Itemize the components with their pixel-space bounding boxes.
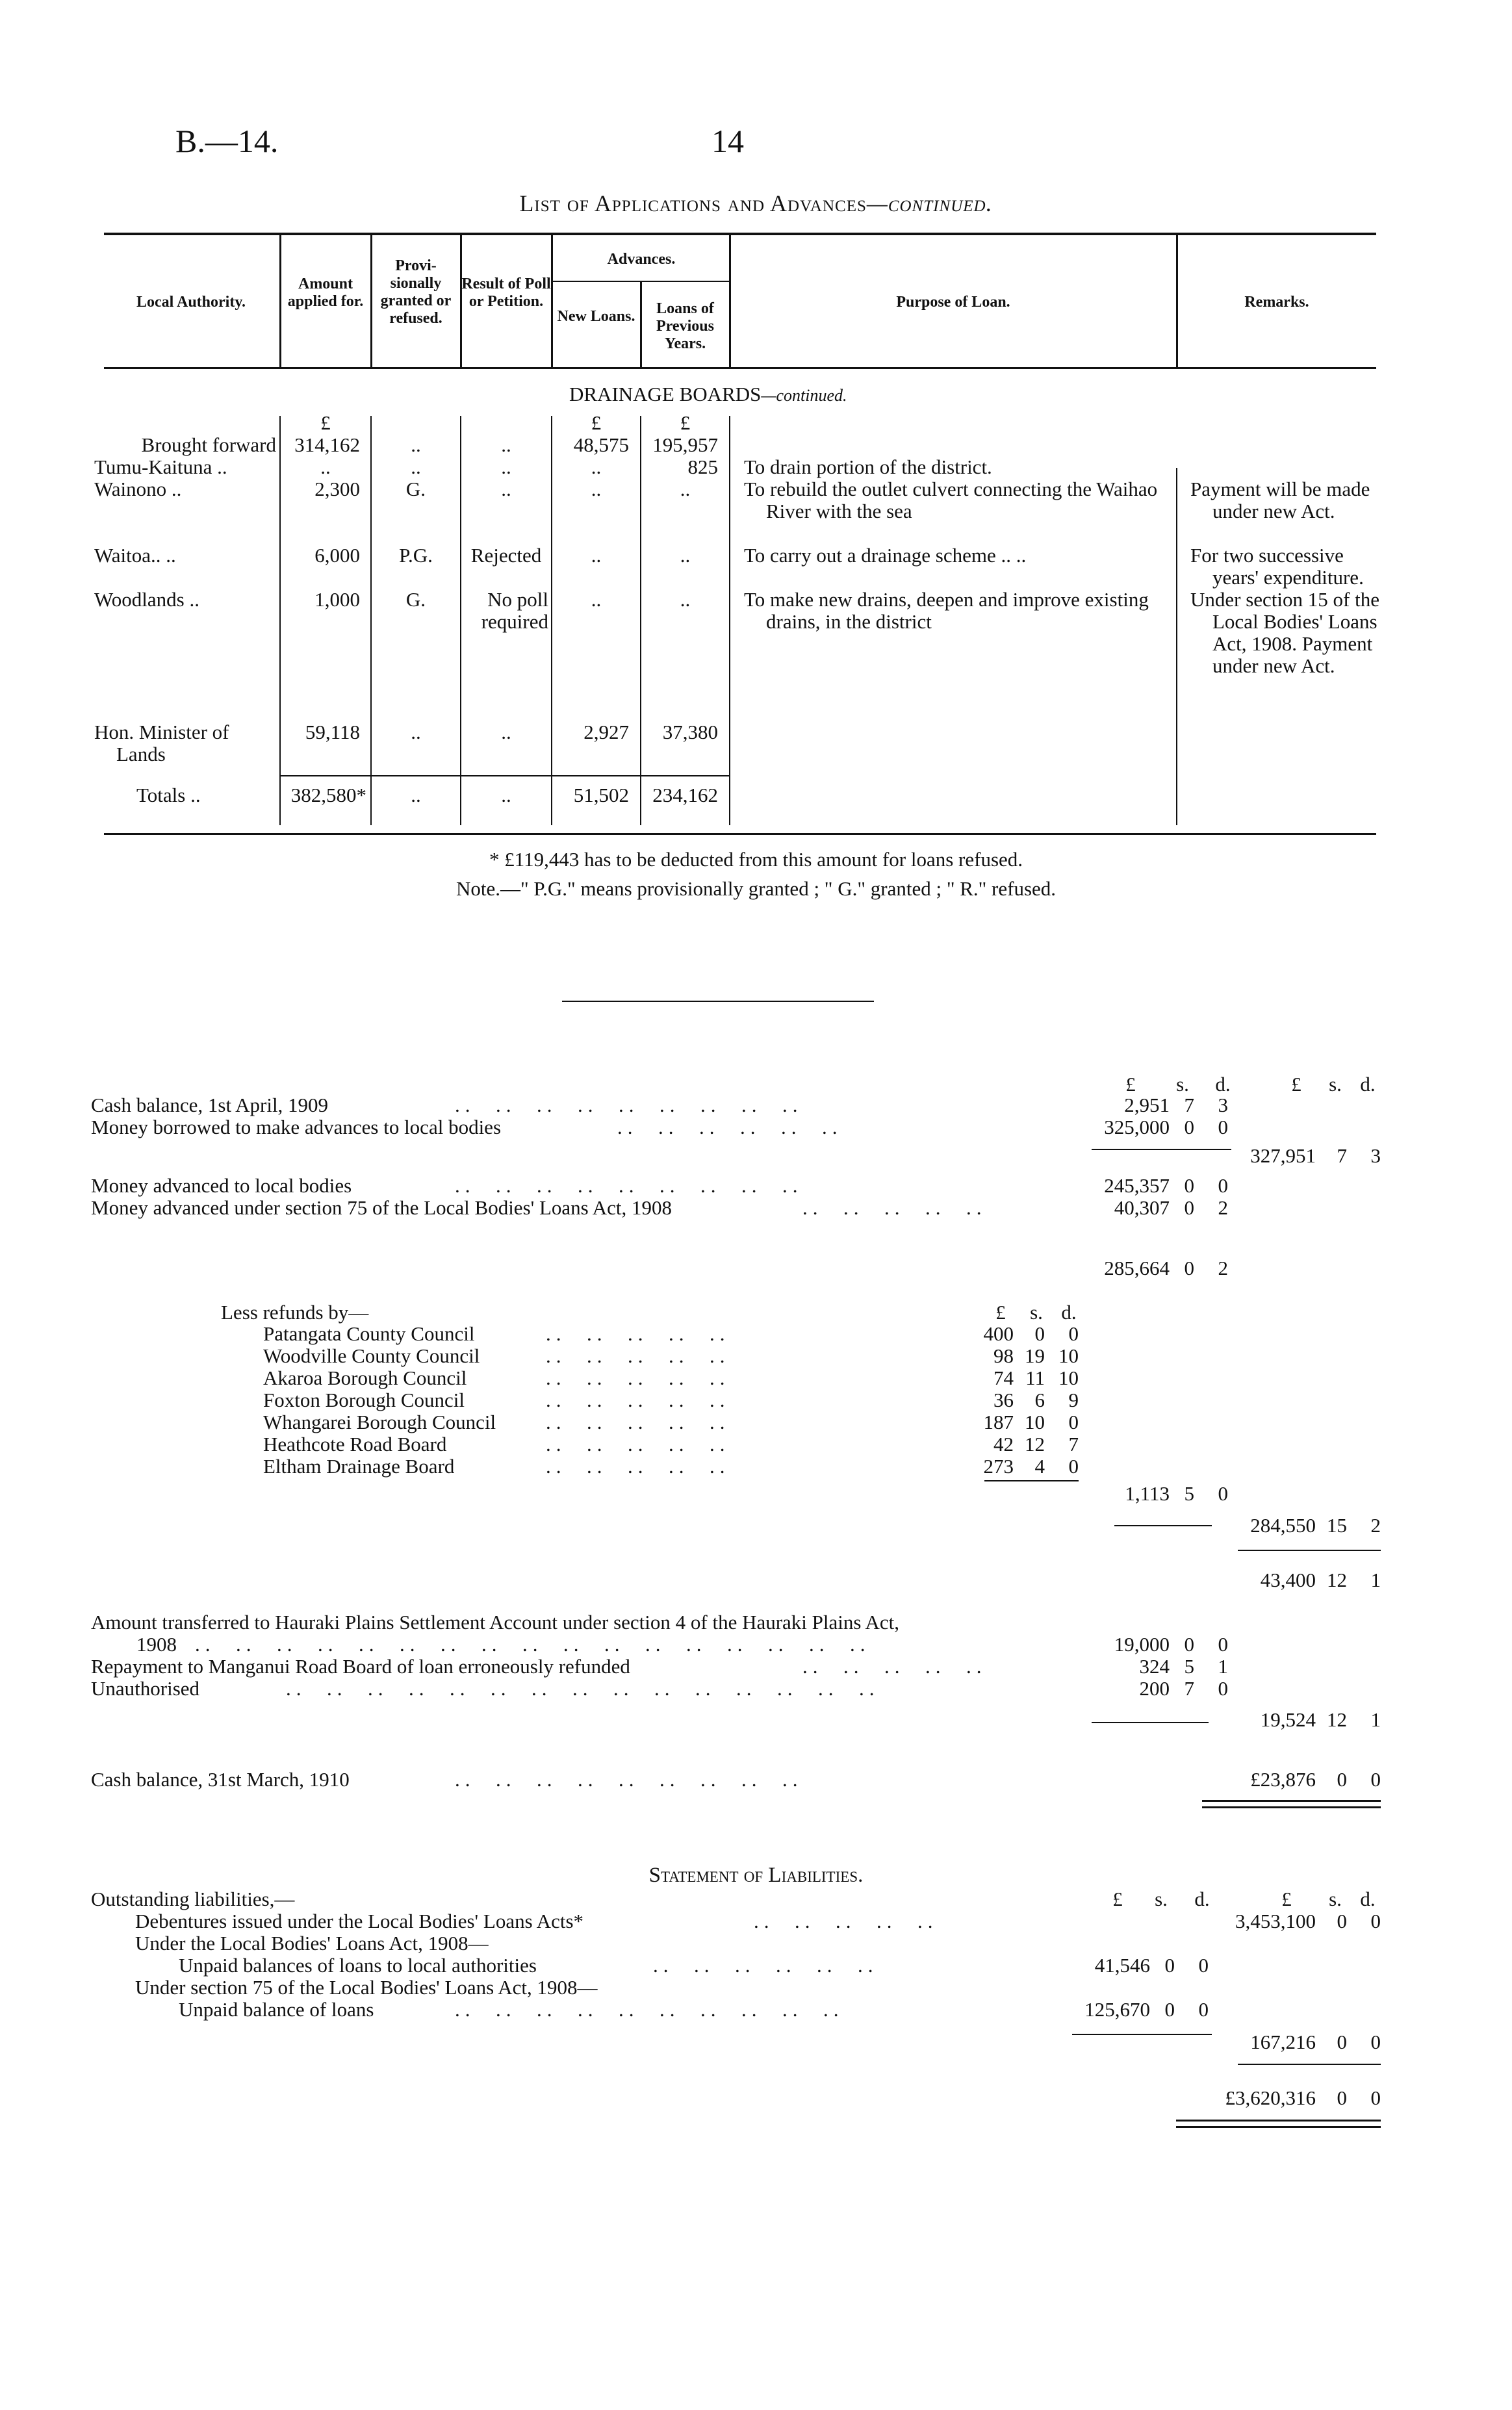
unpaid-local-pence: 0 <box>1198 1954 1209 1977</box>
unpaid-local-shillings: 0 <box>1164 1954 1175 1977</box>
col-header-remarks: Remarks. <box>1244 294 1309 311</box>
row-prov: .. <box>411 721 421 743</box>
table-header-rule <box>104 367 1376 369</box>
row-previous-loans: 195,957 <box>652 433 718 456</box>
note: Note.—" P.G." means provisionally granted ; " G." granted ; " R." refused. <box>455 877 1057 900</box>
col-header-provisionally: Provi-sionally granted or refused. <box>380 257 452 327</box>
under-s75-label: Under section 75 of the Local Bodies' Loans Act, 1908— <box>135 1976 598 1999</box>
sum-rule <box>1092 1722 1209 1723</box>
refund-pounds: 74 <box>993 1366 1014 1389</box>
row-prov: G. <box>405 588 426 611</box>
totals-label: Totals .. <box>136 784 201 806</box>
col-head-pence: d. <box>1360 1073 1376 1096</box>
row-amount: .. <box>320 455 331 478</box>
leader-dots: .. .. .. .. .. <box>546 1455 730 1478</box>
subtotal-pounds: 327,951 <box>1250 1144 1316 1167</box>
double-rule <box>1202 1800 1381 1802</box>
amount-shillings: 0 <box>1184 1196 1194 1219</box>
amount-shillings: 0 <box>1184 1174 1194 1197</box>
row-previous-loans: .. <box>680 478 691 500</box>
refund-shillings: 10 <box>1025 1411 1045 1433</box>
row-authority: Hon. Minister of Lands <box>94 721 229 765</box>
double-rule <box>1202 1806 1381 1808</box>
section-label: DRAINAGE BOARDS—continued. <box>569 383 847 405</box>
refund-pence: 10 <box>1058 1366 1079 1389</box>
col-head-pounds: £ <box>1281 1888 1292 1910</box>
remaining-pence: 1 <box>1370 1569 1381 1591</box>
refund-shillings: 6 <box>1034 1389 1045 1411</box>
pound-sign: £ <box>320 411 331 434</box>
leader-dots: .. .. .. .. .. .. .. .. .. <box>455 1768 803 1791</box>
refund-pounds: 36 <box>993 1389 1014 1411</box>
table-title: List of Applications and Advances—continued. <box>519 190 993 216</box>
refund-name: Akaroa Borough Council <box>263 1366 467 1389</box>
row-new-loans: 48,575 <box>573 433 629 456</box>
refund-pence: 0 <box>1068 1455 1079 1478</box>
refund-pounds: 400 <box>983 1322 1014 1345</box>
row-result: .. <box>501 721 511 743</box>
liabilities-subtotal-pounds: 167,216 <box>1250 2031 1316 2053</box>
amount-pence: 0 <box>1218 1633 1228 1656</box>
leader-dots: .. .. .. .. .. <box>546 1366 730 1389</box>
closing-balance-pence: 0 <box>1370 1768 1381 1791</box>
footnote: * £119,443 has to be deducted from this amount for loans refused. <box>489 848 1023 871</box>
refund-pence: 0 <box>1068 1411 1079 1433</box>
debentures-pounds: 3,453,100 <box>1235 1910 1316 1932</box>
row-result: No poll required <box>481 588 548 633</box>
sum-rule <box>1238 1550 1381 1551</box>
refund-shillings: 4 <box>1034 1455 1045 1478</box>
closing-balance-label: Cash balance, 31st March, 1910 <box>91 1768 350 1791</box>
leader-dots: .. .. .. .. .. .. .. .. .. .. .. .. .. .. .. .. .. <box>195 1633 871 1656</box>
row-previous-loans: .. <box>680 588 691 611</box>
amount-pence: 3 <box>1218 1094 1228 1116</box>
sum-rule <box>1114 1525 1212 1526</box>
sum-rule <box>1072 2034 1212 2035</box>
leader-dots: .. .. .. .. .. .. .. .. .. .. <box>455 1998 844 2021</box>
row-amount: 2,300 <box>314 478 360 500</box>
debentures-shillings: 0 <box>1337 1910 1347 1932</box>
table-top-rule <box>104 233 1376 235</box>
row-remarks: Under section 15 of the Local Bodies' Loans Act, 1908. Payment under new Act. <box>1190 588 1379 677</box>
remaining-pounds: 43,400 <box>1260 1569 1316 1591</box>
pound-sign: £ <box>591 411 602 434</box>
net-advanced-pence: 2 <box>1370 1514 1381 1537</box>
cash-line-label: Money advanced to local bodies <box>91 1174 352 1197</box>
row-authority: Woodlands .. <box>94 588 199 611</box>
leader-dots: .. .. .. .. .. .. <box>617 1116 843 1138</box>
row-amount: 1,000 <box>314 588 360 611</box>
row-new-loans: .. <box>591 455 602 478</box>
col-head-pence: d. <box>1215 1073 1231 1096</box>
col-head-pounds: £ <box>1125 1073 1136 1096</box>
row-new-loans: .. <box>591 588 602 611</box>
unpaid-local-label: Unpaid balances of loans to local authorities <box>179 1954 537 1977</box>
refund-name: Woodville County Council <box>263 1344 480 1367</box>
amount-pence: 2 <box>1218 1196 1228 1219</box>
row-result: .. <box>501 433 511 456</box>
row-amount: 314,162 <box>294 433 360 456</box>
refund-pence: 9 <box>1068 1389 1079 1411</box>
amount-pence: 0 <box>1218 1677 1228 1700</box>
row-authority: Wainono .. <box>94 478 182 500</box>
leader-dots: .. .. .. .. .. <box>546 1389 730 1411</box>
sum-rule <box>1238 2064 1381 2065</box>
refunds-total-pence: 0 <box>1218 1482 1228 1505</box>
transfers-total-shillings: 12 <box>1327 1708 1347 1731</box>
row-result: .. <box>501 455 511 478</box>
amount-pounds: 2,951 <box>1124 1094 1170 1116</box>
col-head-shillings: s. <box>1329 1073 1342 1096</box>
totals-result: .. <box>501 784 511 806</box>
refund-pounds: 42 <box>993 1433 1014 1455</box>
totals-rule <box>281 775 730 776</box>
refunds-label: Less refunds by— <box>221 1301 369 1324</box>
refund-pounds: 273 <box>983 1455 1014 1478</box>
row-prov: P.G. <box>399 544 433 567</box>
col-header-purpose: Purpose of Loan. <box>896 294 1010 311</box>
amount-pounds: 200 <box>1139 1677 1170 1700</box>
transfer-label: Unauthorised <box>91 1677 200 1700</box>
amount-shillings: 5 <box>1184 1655 1194 1678</box>
liabilities-title: Statement of Liabilities. <box>648 1864 864 1887</box>
refunds-total-shillings: 5 <box>1184 1482 1194 1505</box>
cash-line-label: Cash balance, 1st April, 1909 <box>91 1094 329 1116</box>
col-header-amount-applied: Amount applied for. <box>287 276 364 310</box>
amount-pence: 0 <box>1218 1116 1228 1138</box>
col-header-result: Result of Poll or Petition. <box>461 276 551 310</box>
leader-dots: .. .. .. .. .. <box>802 1196 987 1219</box>
col-head-pence: d. <box>1061 1301 1077 1324</box>
debentures-label: Debentures issued under the Local Bodies' Loans Acts* <box>135 1910 584 1932</box>
double-rule <box>1176 2120 1381 2122</box>
col-header-new-loans: New Loans. <box>557 308 635 325</box>
amount-shillings: 7 <box>1184 1094 1194 1116</box>
row-new-loans: 2,927 <box>583 721 629 743</box>
cash-line-label: Money borrowed to make advances to local bodies <box>91 1116 502 1138</box>
net-advanced-pounds: 284,550 <box>1250 1514 1316 1537</box>
leader-dots: .. .. .. .. .. .. .. .. .. <box>455 1174 803 1197</box>
row-prov: G. <box>405 478 426 500</box>
row-amount: 6,000 <box>314 544 360 567</box>
leader-dots: .. .. .. .. .. <box>546 1411 730 1433</box>
col-head-shillings: s. <box>1030 1301 1043 1324</box>
refund-pence: 10 <box>1058 1344 1079 1367</box>
grand-total-pence: 0 <box>1370 2086 1381 2109</box>
amount-pounds: 40,307 <box>1114 1196 1170 1219</box>
refund-pence: 7 <box>1068 1433 1079 1455</box>
under-act-label: Under the Local Bodies' Loans Act, 1908— <box>135 1932 489 1955</box>
row-authority: Waitoa.. .. <box>94 544 176 567</box>
col-head-pence: d. <box>1360 1888 1376 1910</box>
totals-new-loans: 51,502 <box>573 784 629 806</box>
liabilities-subtotal-shillings: 0 <box>1337 2031 1347 2053</box>
totals-prov: .. <box>411 784 421 806</box>
row-new-loans: .. <box>591 544 602 567</box>
advanced-total-pence: 2 <box>1218 1257 1228 1279</box>
row-new-loans: .. <box>591 478 602 500</box>
row-prov: .. <box>411 433 421 456</box>
row-previous-loans: 37,380 <box>662 721 718 743</box>
amount-shillings: 7 <box>1184 1677 1194 1700</box>
debentures-pence: 0 <box>1370 1910 1381 1932</box>
unpaid-balance-pounds: 125,670 <box>1084 1998 1150 2021</box>
amount-shillings: 0 <box>1184 1116 1194 1138</box>
unpaid-balance-label: Unpaid balance of loans <box>179 1998 374 2021</box>
subtotal-shillings: 7 <box>1337 1144 1347 1167</box>
col-head-pence: d. <box>1194 1888 1210 1910</box>
leader-dots: .. .. .. .. .. .. .. .. .. .. .. .. .. .. .. <box>286 1677 880 1700</box>
row-purpose: To rebuild the outlet culvert connecting the Waihao River with the sea <box>744 478 1158 522</box>
leader-dots: .. .. .. .. .. .. .. .. .. <box>455 1094 803 1116</box>
amount-shillings: 0 <box>1184 1633 1194 1656</box>
amount-pence: 1 <box>1218 1655 1228 1678</box>
refund-shillings: 11 <box>1025 1366 1045 1389</box>
refund-pounds: 187 <box>983 1411 1014 1433</box>
row-purpose: To drain portion of the district. <box>744 455 992 478</box>
cash-line-label: Money advanced under section 75 of the Local Bodies' Loans Act, 1908 <box>91 1196 673 1219</box>
leader-dots: .. .. .. .. .. .. <box>653 1954 878 1977</box>
pound-sign: £ <box>680 411 691 434</box>
col-head-shillings: s. <box>1329 1888 1342 1910</box>
remaining-shillings: 12 <box>1327 1569 1347 1591</box>
col-header-loans-previous: Loans of Previous Years. <box>656 300 714 352</box>
col-head-shillings: s. <box>1176 1073 1189 1096</box>
leader-dots: .. .. .. .. .. <box>754 1910 938 1932</box>
col-header-advances: Advances. <box>607 251 676 268</box>
document-reference: B.—14. <box>175 123 279 159</box>
transfer-label-continued: 1908 <box>136 1633 177 1656</box>
refund-pence: 0 <box>1068 1322 1079 1345</box>
refund-name: Heathcote Road Board <box>263 1433 447 1455</box>
col-head-pounds: £ <box>995 1301 1006 1324</box>
row-purpose: To make new drains, deepen and improve existing drains, in the district <box>744 588 1149 633</box>
refund-name: Foxton Borough Council <box>263 1389 465 1411</box>
amount-pounds: 19,000 <box>1114 1633 1170 1656</box>
leader-dots: .. .. .. .. .. <box>802 1655 987 1678</box>
amount-pounds: 324 <box>1139 1655 1170 1678</box>
amount-pounds: 245,357 <box>1104 1174 1170 1197</box>
unpaid-balance-pence: 0 <box>1198 1998 1209 2021</box>
leader-dots: .. .. .. .. .. <box>546 1433 730 1455</box>
leader-dots: .. .. .. .. .. <box>546 1322 730 1345</box>
row-result: .. <box>501 478 511 500</box>
transfers-total-pounds: 19,524 <box>1260 1708 1316 1731</box>
col-head-pounds: £ <box>1291 1073 1301 1096</box>
grand-total-shillings: 0 <box>1337 2086 1347 2109</box>
col-head-shillings: s. <box>1155 1888 1168 1910</box>
row-previous-loans: .. <box>680 544 691 567</box>
closing-balance-pounds: £23,876 <box>1250 1768 1316 1791</box>
totals-amount: 382,580* <box>290 784 366 806</box>
page-number: 14 <box>711 123 744 159</box>
transfer-label: Amount transferred to Hauraki Plains Settlement Account under section 4 of the Hauraki Plains Act, <box>91 1611 900 1634</box>
refund-pounds: 98 <box>993 1344 1014 1367</box>
advanced-total-pounds: 285,664 <box>1104 1257 1170 1279</box>
outstanding-label: Outstanding liabilities,— <box>91 1888 295 1910</box>
row-amount: 59,118 <box>305 721 360 743</box>
table-bottom-rule <box>104 833 1376 835</box>
transfer-label: Repayment to Manganui Road Board of loan erroneously refunded <box>91 1655 630 1678</box>
sum-rule <box>1092 1149 1231 1150</box>
row-prov: .. <box>411 455 421 478</box>
col-head-pounds: £ <box>1112 1888 1123 1910</box>
refund-name: Whangarei Borough Council <box>263 1411 496 1433</box>
col-divider <box>729 416 730 825</box>
closing-balance-shillings: 0 <box>1337 1768 1347 1791</box>
liabilities-subtotal-pence: 0 <box>1370 2031 1381 2053</box>
row-result: Rejected <box>470 544 542 567</box>
amount-pence: 0 <box>1218 1174 1228 1197</box>
row-purpose: To carry out a drainage scheme .. .. <box>744 544 1027 567</box>
totals-previous-loans: 234,162 <box>652 784 718 806</box>
section-divider <box>562 1001 874 1002</box>
refund-shillings: 12 <box>1025 1433 1045 1455</box>
refund-shillings: 0 <box>1034 1322 1045 1345</box>
net-advanced-shillings: 15 <box>1327 1514 1347 1537</box>
refund-name: Patangata County Council <box>263 1322 475 1345</box>
refund-name: Eltham Drainage Board <box>263 1455 455 1478</box>
row-remarks: Payment will be made under new Act. <box>1190 478 1370 522</box>
unpaid-balance-shillings: 0 <box>1164 1998 1175 2021</box>
transfers-total-pence: 1 <box>1370 1708 1381 1731</box>
refund-shillings: 19 <box>1025 1344 1045 1367</box>
col-header-local-authority: Local Authority. <box>136 294 246 311</box>
advanced-total-shillings: 0 <box>1184 1257 1194 1279</box>
row-authority: Brought forward <box>141 433 276 456</box>
unpaid-local-pounds: 41,546 <box>1094 1954 1150 1977</box>
refunds-total-pounds: 1,113 <box>1125 1482 1170 1505</box>
leader-dots: .. .. .. .. .. <box>546 1344 730 1367</box>
row-authority: Tumu-Kaituna .. <box>94 455 227 478</box>
amount-pounds: 325,000 <box>1104 1116 1170 1138</box>
double-rule <box>1176 2126 1381 2128</box>
subtotal-pence: 3 <box>1370 1144 1381 1167</box>
grand-total-pounds: £3,620,316 <box>1225 2086 1316 2109</box>
row-remarks: For two successive years' expenditure. <box>1190 544 1364 589</box>
row-previous-loans: 825 <box>687 455 718 478</box>
sum-rule <box>984 1480 1079 1481</box>
